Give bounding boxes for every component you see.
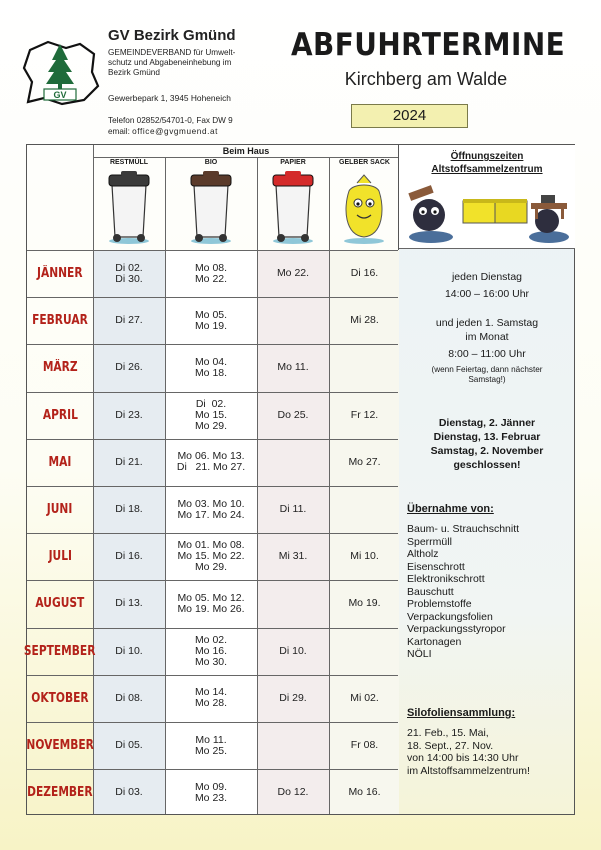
hours-line: jeden Dienstag: [451, 271, 523, 283]
gelber-sack-date-cell: Mi 28.: [350, 314, 379, 327]
month-label: [27, 486, 93, 533]
restmuell-date-cell: Di 21.: [115, 455, 143, 468]
papier-date-cell: Mo 11.: [277, 361, 309, 374]
bio-date-cell: Di 02. Mo 15. Mo 29.: [194, 397, 228, 432]
restmuell-date-cell: Di 03.: [115, 786, 143, 799]
acceptance-item: Elektronikschrott: [407, 573, 485, 585]
month-name: APRIL: [42, 407, 78, 423]
restmuell-date-cell: Di 16.: [115, 550, 143, 563]
month-name: JUNI: [47, 502, 73, 518]
organization-name: GV Bezirk Gmünd: [108, 27, 236, 44]
hours-line: 14:00 – 16:00 Uhr: [444, 288, 530, 300]
tree-icon: [46, 44, 74, 84]
collection-illustration-icon: [401, 181, 573, 247]
bio-date-cell: Mo 03. Mo 10. Mo 17. Mo 24.: [177, 497, 245, 521]
acceptance-item: Altholz: [407, 548, 439, 560]
acceptance-item: Eisenschrott: [407, 560, 465, 573]
papier-date-cell: [257, 439, 329, 486]
hours-note: Samstag!): [468, 375, 506, 384]
bio-date-cell: Mo 04. Mo 18.: [194, 355, 228, 379]
restmuell-date-cell: Di 27.: [115, 314, 143, 327]
bio-date-cell: Mo 02. Mo 16. Mo 30.: [194, 633, 228, 668]
bio-date-cell: Mo 06. Mo 13. Di 21. Mo 27.: [176, 450, 246, 474]
gelber-sack-date-cell: Mi 02.: [350, 691, 379, 704]
logo-text: GV: [53, 90, 67, 100]
organization-subtitle-line: GEMEINDEVERBAND für Umwelt-: [108, 48, 236, 57]
bio-date-cell: Mo 01. Mo 08. Mo 15. Mo 22. Mo 29.: [177, 539, 245, 574]
restmuell-bin-icon: [107, 169, 151, 245]
acceptance-item: Sperrmüll: [407, 535, 452, 548]
papier-date-cell: [257, 580, 329, 627]
month-label: [27, 392, 93, 439]
restmuell-date-cell: Di 13.: [115, 597, 143, 610]
acceptance-item: Problemstoffe: [407, 598, 472, 610]
papier-date-cell: Di 10.: [279, 644, 307, 657]
month-name: AUGUST: [35, 596, 85, 612]
month-label: [27, 533, 93, 580]
month-name: JULI: [48, 549, 72, 565]
panel-title-line: Öffnungszeiten: [450, 151, 524, 162]
organization-subtitle-line: schutz und Abgabeneinhebung im: [108, 58, 232, 67]
gelber-sack-date-cell: [329, 486, 400, 533]
schedule-table: [26, 144, 399, 815]
bio-date-cell: Mo 14. Mo 28.: [194, 686, 228, 710]
month-name: OKTOBER: [31, 690, 89, 706]
collection-center-panel: [399, 144, 575, 815]
month-name: MAI: [48, 454, 72, 470]
papier-date-cell: Mo 22.: [276, 267, 310, 280]
silo-date-line: 18. Sept., 27. Nov.: [407, 739, 494, 752]
location-name: Kirchberg am Walde: [344, 69, 508, 89]
gelber-sack-date-cell: Fr 08.: [350, 739, 379, 752]
restmuell-date-cell: Di 02. Di 30.: [115, 261, 143, 285]
restmuell-date-cell: Di 08.: [115, 691, 143, 704]
email-label: email:: [108, 127, 130, 136]
page-title: ABFUHRTERMINE: [291, 27, 566, 63]
restmuell-date-cell: Di 26.: [115, 361, 143, 374]
month-label: [27, 675, 93, 722]
hours-note: (wenn Feiertag, dann nächster: [431, 365, 543, 374]
silo-dates: [407, 727, 573, 777]
silo-date-line: 21. Feb., 15. Mai,: [407, 727, 489, 739]
organization-contact: [108, 115, 273, 137]
organization-address: Gewerbepark 1, 3945 Hoheneich: [108, 93, 231, 103]
gelber-sack-date-cell: [329, 344, 400, 391]
month-name: JÄNNER: [37, 266, 83, 282]
restmuell-date-cell: Di 18.: [115, 503, 143, 516]
papier-date-cell: Di 11.: [279, 503, 307, 516]
organization-phone: Telefon 02852/54701-0, Fax DW 9: [108, 116, 233, 125]
bio-date-cell: Mo 08. Mo 22.: [194, 261, 228, 285]
bio-bin-icon: [189, 169, 233, 245]
column-header-restmuell: RESTMÜLL: [109, 159, 149, 166]
month-label: [27, 344, 93, 391]
silo-date-line: von 14:00 bis 14:30 Uhr: [407, 752, 519, 764]
silo-heading: Silofoliensammlung:: [407, 707, 516, 719]
silo-date-line: im Altstoffsammelzentrum!: [407, 764, 530, 777]
restmuell-date-cell: Di 10.: [115, 644, 143, 657]
gelber-sack-date-cell: [329, 628, 400, 675]
closed-notice: geschlossen!: [453, 459, 521, 471]
restmuell-date-cell: Di 05.: [115, 739, 143, 752]
papier-date-cell: [257, 297, 329, 344]
gelber-sack-date-cell: Di 16.: [350, 267, 379, 280]
month-label: [27, 250, 93, 297]
papier-date-cell: Do 25.: [277, 408, 309, 421]
month-name: NOVEMBER: [26, 738, 94, 754]
bio-date-cell: Mo 09. Mo 23.: [194, 780, 228, 804]
month-name: MÄRZ: [42, 360, 78, 376]
gelber-sack-date-cell: Mo 27.: [348, 455, 381, 468]
month-label: [27, 722, 93, 769]
gelber-sack-date-cell: Fr 12.: [350, 408, 379, 421]
closed-day: Samstag, 2. November: [430, 445, 544, 457]
month-name: FEBRUAR: [32, 313, 88, 329]
organization-subtitle: [108, 48, 273, 78]
bio-date-cell: Mo 05. Mo 12. Mo 19. Mo 26.: [177, 591, 245, 615]
acceptance-item: NÖLI: [407, 648, 432, 660]
month-label: [27, 297, 93, 344]
beim-haus-header: Beim Haus: [222, 146, 270, 156]
panel-title: [399, 150, 575, 176]
papier-date-cell: Do 12.: [277, 786, 309, 799]
gv-logo: [22, 38, 100, 108]
bio-date-cell: Mo 05. Mo 19.: [194, 308, 228, 332]
panel-header: [399, 145, 575, 249]
month-label: [27, 769, 93, 816]
acceptance-heading: Übernahme von:: [407, 503, 494, 515]
month-label: [27, 439, 93, 486]
month-name: SEPTEMBER: [24, 643, 96, 659]
acceptance-item: Verpackungsstyropor: [407, 623, 506, 635]
email-address: office@gvgmuend.at: [132, 127, 218, 136]
year-box: 2024: [351, 104, 468, 128]
month-label: [27, 580, 93, 627]
panel-title-line: Altstoffsammelzentrum: [431, 164, 543, 175]
gelber-sack-date-cell: Mo 19.: [348, 597, 381, 610]
papier-bin-icon: [271, 169, 315, 245]
acceptance-list: [407, 523, 573, 661]
organization-subtitle-line: Bezirk Gmünd: [108, 68, 160, 77]
restmuell-date-cell: Di 23.: [115, 408, 143, 421]
papier-date-cell: Mi 31.: [278, 550, 308, 563]
column-header-bio: BIO: [204, 159, 218, 166]
month-name: DEZEMBER: [27, 785, 93, 801]
organization-email-line: [108, 126, 273, 137]
papier-date-cell: [257, 722, 329, 769]
gelber-sack-date-cell: Mo 16.: [348, 786, 381, 799]
acceptance-item: Verpackungsfolien: [407, 610, 493, 623]
acceptance-item: Bauschutt: [407, 585, 454, 598]
hours-line: im Monat: [465, 331, 509, 343]
column-header-papier: PAPIER: [280, 159, 306, 166]
closed-day: Dienstag, 2. Jänner: [438, 417, 536, 429]
hours-line: und jeden 1. Samstag: [435, 317, 539, 329]
month-label: [24, 628, 96, 675]
acceptance-item: Kartonagen: [407, 635, 462, 648]
gelber-sack-date-cell: Mi 10.: [350, 550, 379, 563]
column-header-gelber-sack: GELBER SACK: [339, 159, 390, 166]
papier-date-cell: Di 29.: [279, 691, 307, 704]
closed-day: Dienstag, 13. Februar: [433, 431, 541, 443]
bio-date-cell: Mo 11. Mo 25.: [194, 733, 228, 757]
hours-line: 8:00 – 11:00 Uhr: [448, 348, 526, 360]
gelber-sack-icon: [341, 169, 387, 245]
acceptance-item: Baum- u. Strauchschnitt: [407, 523, 520, 535]
organization-block: [108, 27, 273, 137]
